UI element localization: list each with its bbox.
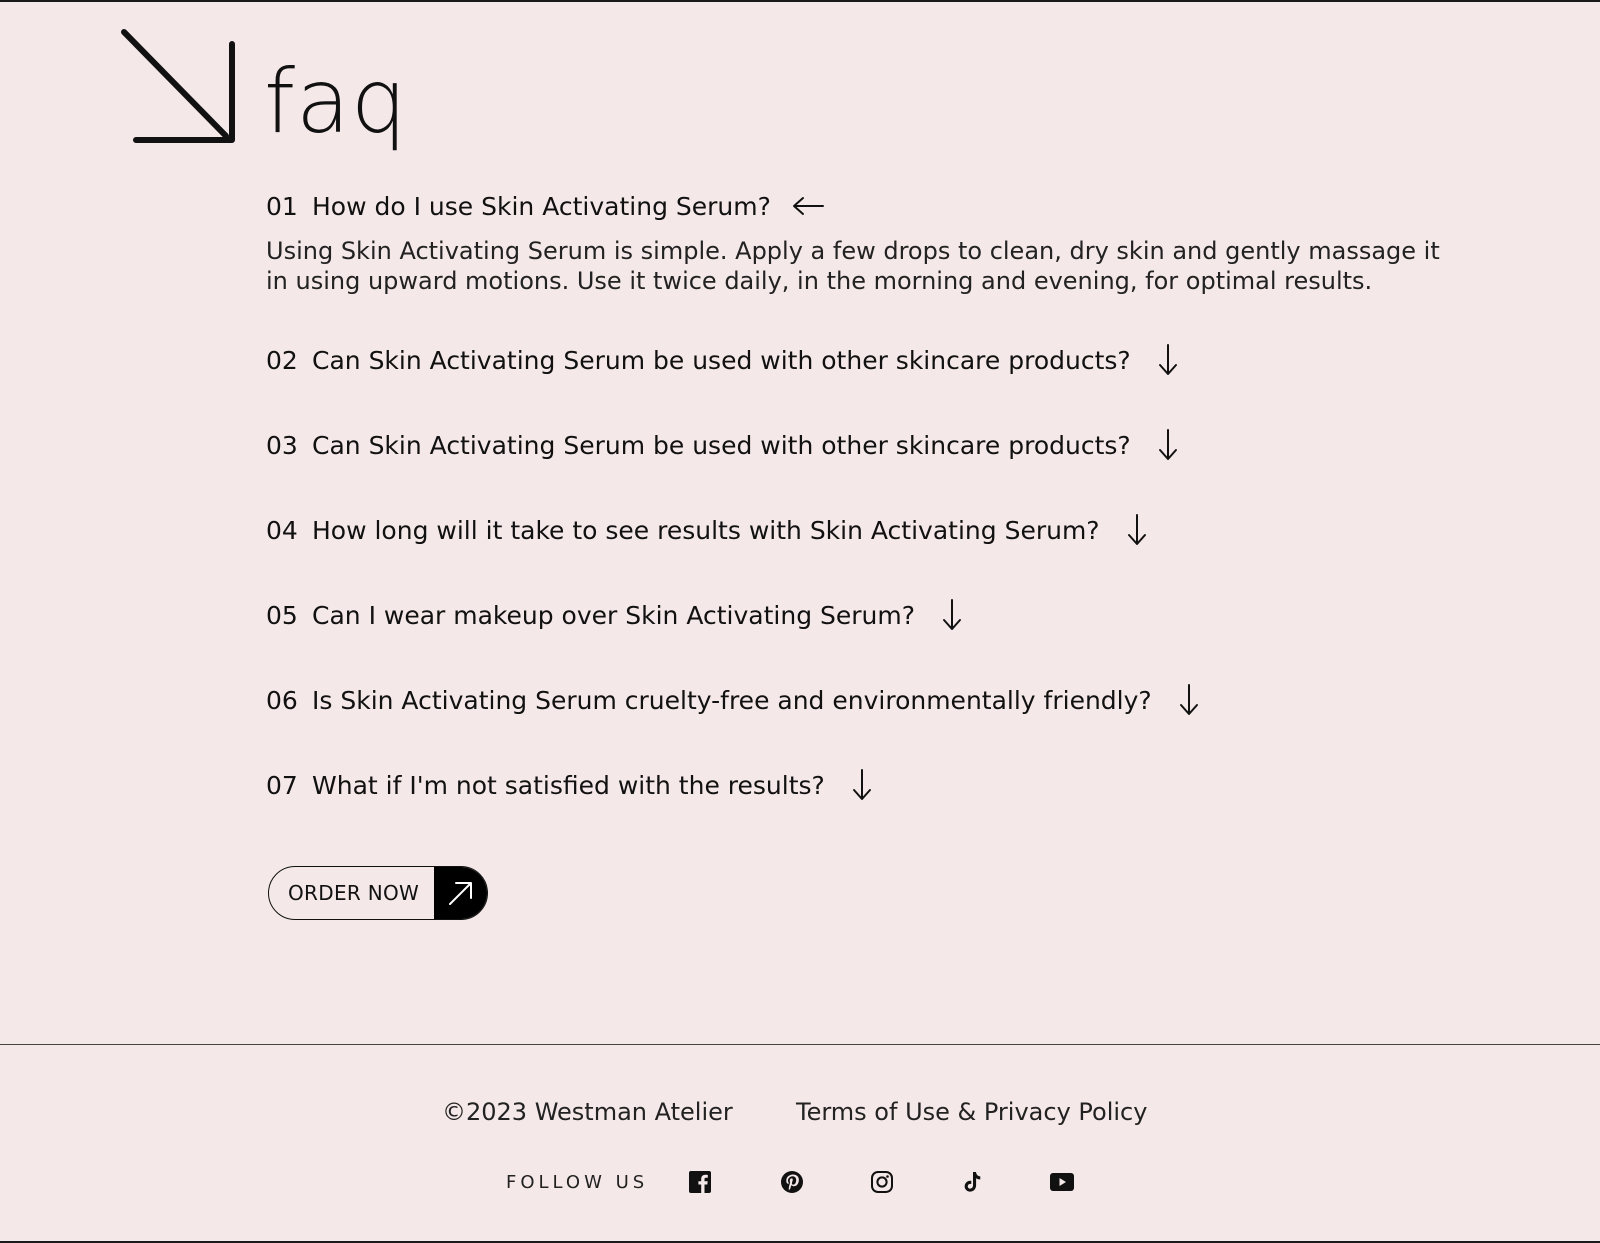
faq-number: 05: [266, 600, 298, 630]
youtube-icon[interactable]: [1048, 1168, 1076, 1196]
faq-question[interactable]: Can Skin Activating Serum be used with other skincare products?: [312, 345, 1131, 375]
arrow-left-icon[interactable]: [791, 189, 825, 223]
order-now-label: ORDER NOW: [288, 881, 420, 905]
faq-number: 03: [266, 430, 298, 460]
arrow-up-right-icon: [434, 866, 488, 920]
faq-item-02: [266, 340, 1466, 425]
faq-answer: Using Skin Activating Serum is simple. Apply a few drops to clean, dry skin and gently massage it in using upward motions. Use it twice daily, in the morning and evening, for optimal results.: [266, 237, 1440, 295]
copyright-text: ©2023 Westman Atelier: [442, 1098, 733, 1126]
tiktok-icon[interactable]: [958, 1168, 986, 1196]
faq-list: [266, 186, 1466, 850]
facebook-icon[interactable]: [686, 1168, 714, 1196]
faq-question[interactable]: How do I use Skin Activating Serum?: [312, 191, 771, 221]
faq-question[interactable]: Can I wear makeup over Skin Activating Serum?: [312, 600, 916, 630]
arrow-down-icon[interactable]: [1172, 683, 1206, 717]
faq-number: 04: [266, 515, 298, 545]
faq-question-row[interactable]: [266, 340, 1466, 380]
faq-item-07: [266, 765, 1466, 850]
pinterest-icon[interactable]: [778, 1168, 806, 1196]
faq-item-06: [266, 680, 1466, 765]
top-divider: [0, 0, 1600, 2]
arrow-down-icon[interactable]: [845, 768, 879, 802]
order-now-button[interactable]: [268, 866, 488, 920]
faq-number: 06: [266, 685, 298, 715]
arrow-down-right-icon: [118, 26, 246, 148]
faq-item-04: [266, 510, 1466, 595]
faq-question-row[interactable]: [266, 510, 1466, 550]
faq-question-row[interactable]: [266, 425, 1466, 465]
faq-number: 07: [266, 770, 298, 800]
faq-question-row[interactable]: [266, 680, 1466, 720]
footer-divider: [0, 1044, 1600, 1045]
faq-number: 02: [266, 345, 298, 375]
arrow-down-icon[interactable]: [1151, 343, 1185, 377]
arrow-down-icon[interactable]: [1151, 428, 1185, 462]
faq-item-01: [266, 186, 1466, 340]
faq-item-03: [266, 425, 1466, 510]
faq-question[interactable]: Can Skin Activating Serum be used with other skincare products?: [312, 430, 1131, 460]
follow-us-label: FOLLOW US: [506, 1172, 649, 1193]
faq-question-row[interactable]: [266, 186, 1466, 226]
terms-privacy-link[interactable]: Terms of Use & Privacy Policy: [796, 1098, 1148, 1126]
faq-item-05: [266, 595, 1466, 680]
faq-question[interactable]: What if I'm not satisfied with the results?: [312, 770, 825, 800]
faq-number: 01: [266, 191, 298, 221]
faq-question-row[interactable]: [266, 765, 1466, 805]
faq-question[interactable]: How long will it take to see results with Skin Activating Serum?: [312, 515, 1100, 545]
instagram-icon[interactable]: [868, 1168, 896, 1196]
page-title: faq: [264, 50, 408, 153]
faq-question[interactable]: Is Skin Activating Serum cruelty-free and environmentally friendly?: [312, 685, 1152, 715]
arrow-down-icon[interactable]: [1120, 513, 1154, 547]
arrow-down-icon[interactable]: [935, 598, 969, 632]
faq-question-row[interactable]: [266, 595, 1466, 635]
